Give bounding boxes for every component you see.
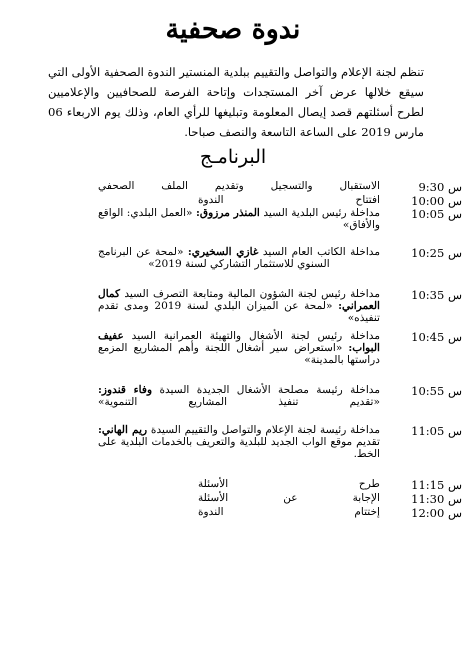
- program-time: س 11:30: [411, 492, 462, 506]
- program-text: افتتاح الندوة: [198, 194, 380, 206]
- program-time: س 10:45: [411, 330, 462, 344]
- speaker-name: كمال العمراني:: [98, 288, 380, 312]
- speaker-name: ريم الهاني:: [98, 424, 148, 436]
- program-time: س 10:00: [411, 194, 462, 208]
- program-text: مداخلة رئيس البلدية السيد المنذر مرزوق: «العمل البلدي: الواقع والأفاق»: [98, 207, 380, 231]
- program-time: س 12:00: [411, 506, 462, 520]
- program-text: مداخلة رئيسة لجنة الإعلام والتواصل والتقييم السيدة ريم الهاني: تقديم موقع الواب الجديد للبلدية والتعريف بالخدمات البلدية على الخط.: [98, 424, 381, 460]
- program-text: الاستقبال والتسجيل وتقديم الملف الصحفي: [98, 180, 380, 192]
- program-time: س 10:55: [411, 384, 462, 398]
- intro-paragraph: تنظم لجنة الإعلام والتواصل والتقييم ببلدية المنستير الندوة الصحفية الأولى التي سيقع خلالها عرض آخر المستجدات وإتاحة الفرصة للصحافيين والإعلاميين لطرح أسئلتهم قصد إيصال المعلومة وتبليغها للرأي العام، وذلك يوم الاربعاء 06 مارس 2019 على الساعة التاسعة والنصف صباحا.: [48, 65, 424, 139]
- speaker-name: المنذر مرزوق:: [196, 207, 260, 219]
- program-time: س 10:35: [411, 288, 462, 302]
- program-text: مداخلة الكاتب العام السيد غازي السخيري: «لمحة عن البرنامج السنوي للاستثمار التشاركي لسنة 2019»: [98, 246, 381, 270]
- speaker-name: عفيف البواب:: [98, 330, 380, 354]
- program-time: س 9:30: [418, 180, 462, 194]
- program-text: مداخلة رئيسة مصلحة الأشغال الجديدة السيدة وفاء قندوز: «تقديم تنفيذ المشاريع التنموية»: [98, 384, 380, 408]
- program-text: مداخلة رئيس لجنة الأشغال والتهيئة العمرانية السيد عفيف البواب: «استعراض سير أشغال اللجنة وأهم المشاريع المزمع دراستها بالمدينة»: [98, 330, 380, 366]
- program-time: س 11:15: [411, 478, 462, 492]
- speaker-name: وفاء قندوز:: [98, 384, 153, 396]
- program-text: إختتام الندوة: [198, 506, 380, 518]
- program-time: س 10:05: [411, 207, 462, 221]
- program-text: طرح الأسئلة: [198, 478, 380, 490]
- speaker-name: غازي السخيري:: [187, 246, 259, 258]
- program-time: س 10:25: [411, 246, 462, 260]
- program-time: س 11:05: [411, 424, 462, 438]
- document-title: ندوة صحفية: [165, 14, 301, 45]
- program-text: الإجابة عن الأسئلة: [198, 492, 380, 504]
- program-text: مداخلة رئيس لجنة الشؤون المالية ومتابعة التصرف السيد كمال العمراني: «لمحة عن الميزان البلدي لسنة 2019 ومدى تقدم تنفيذه»: [98, 288, 380, 324]
- program-title: البرنامـج: [199, 146, 267, 168]
